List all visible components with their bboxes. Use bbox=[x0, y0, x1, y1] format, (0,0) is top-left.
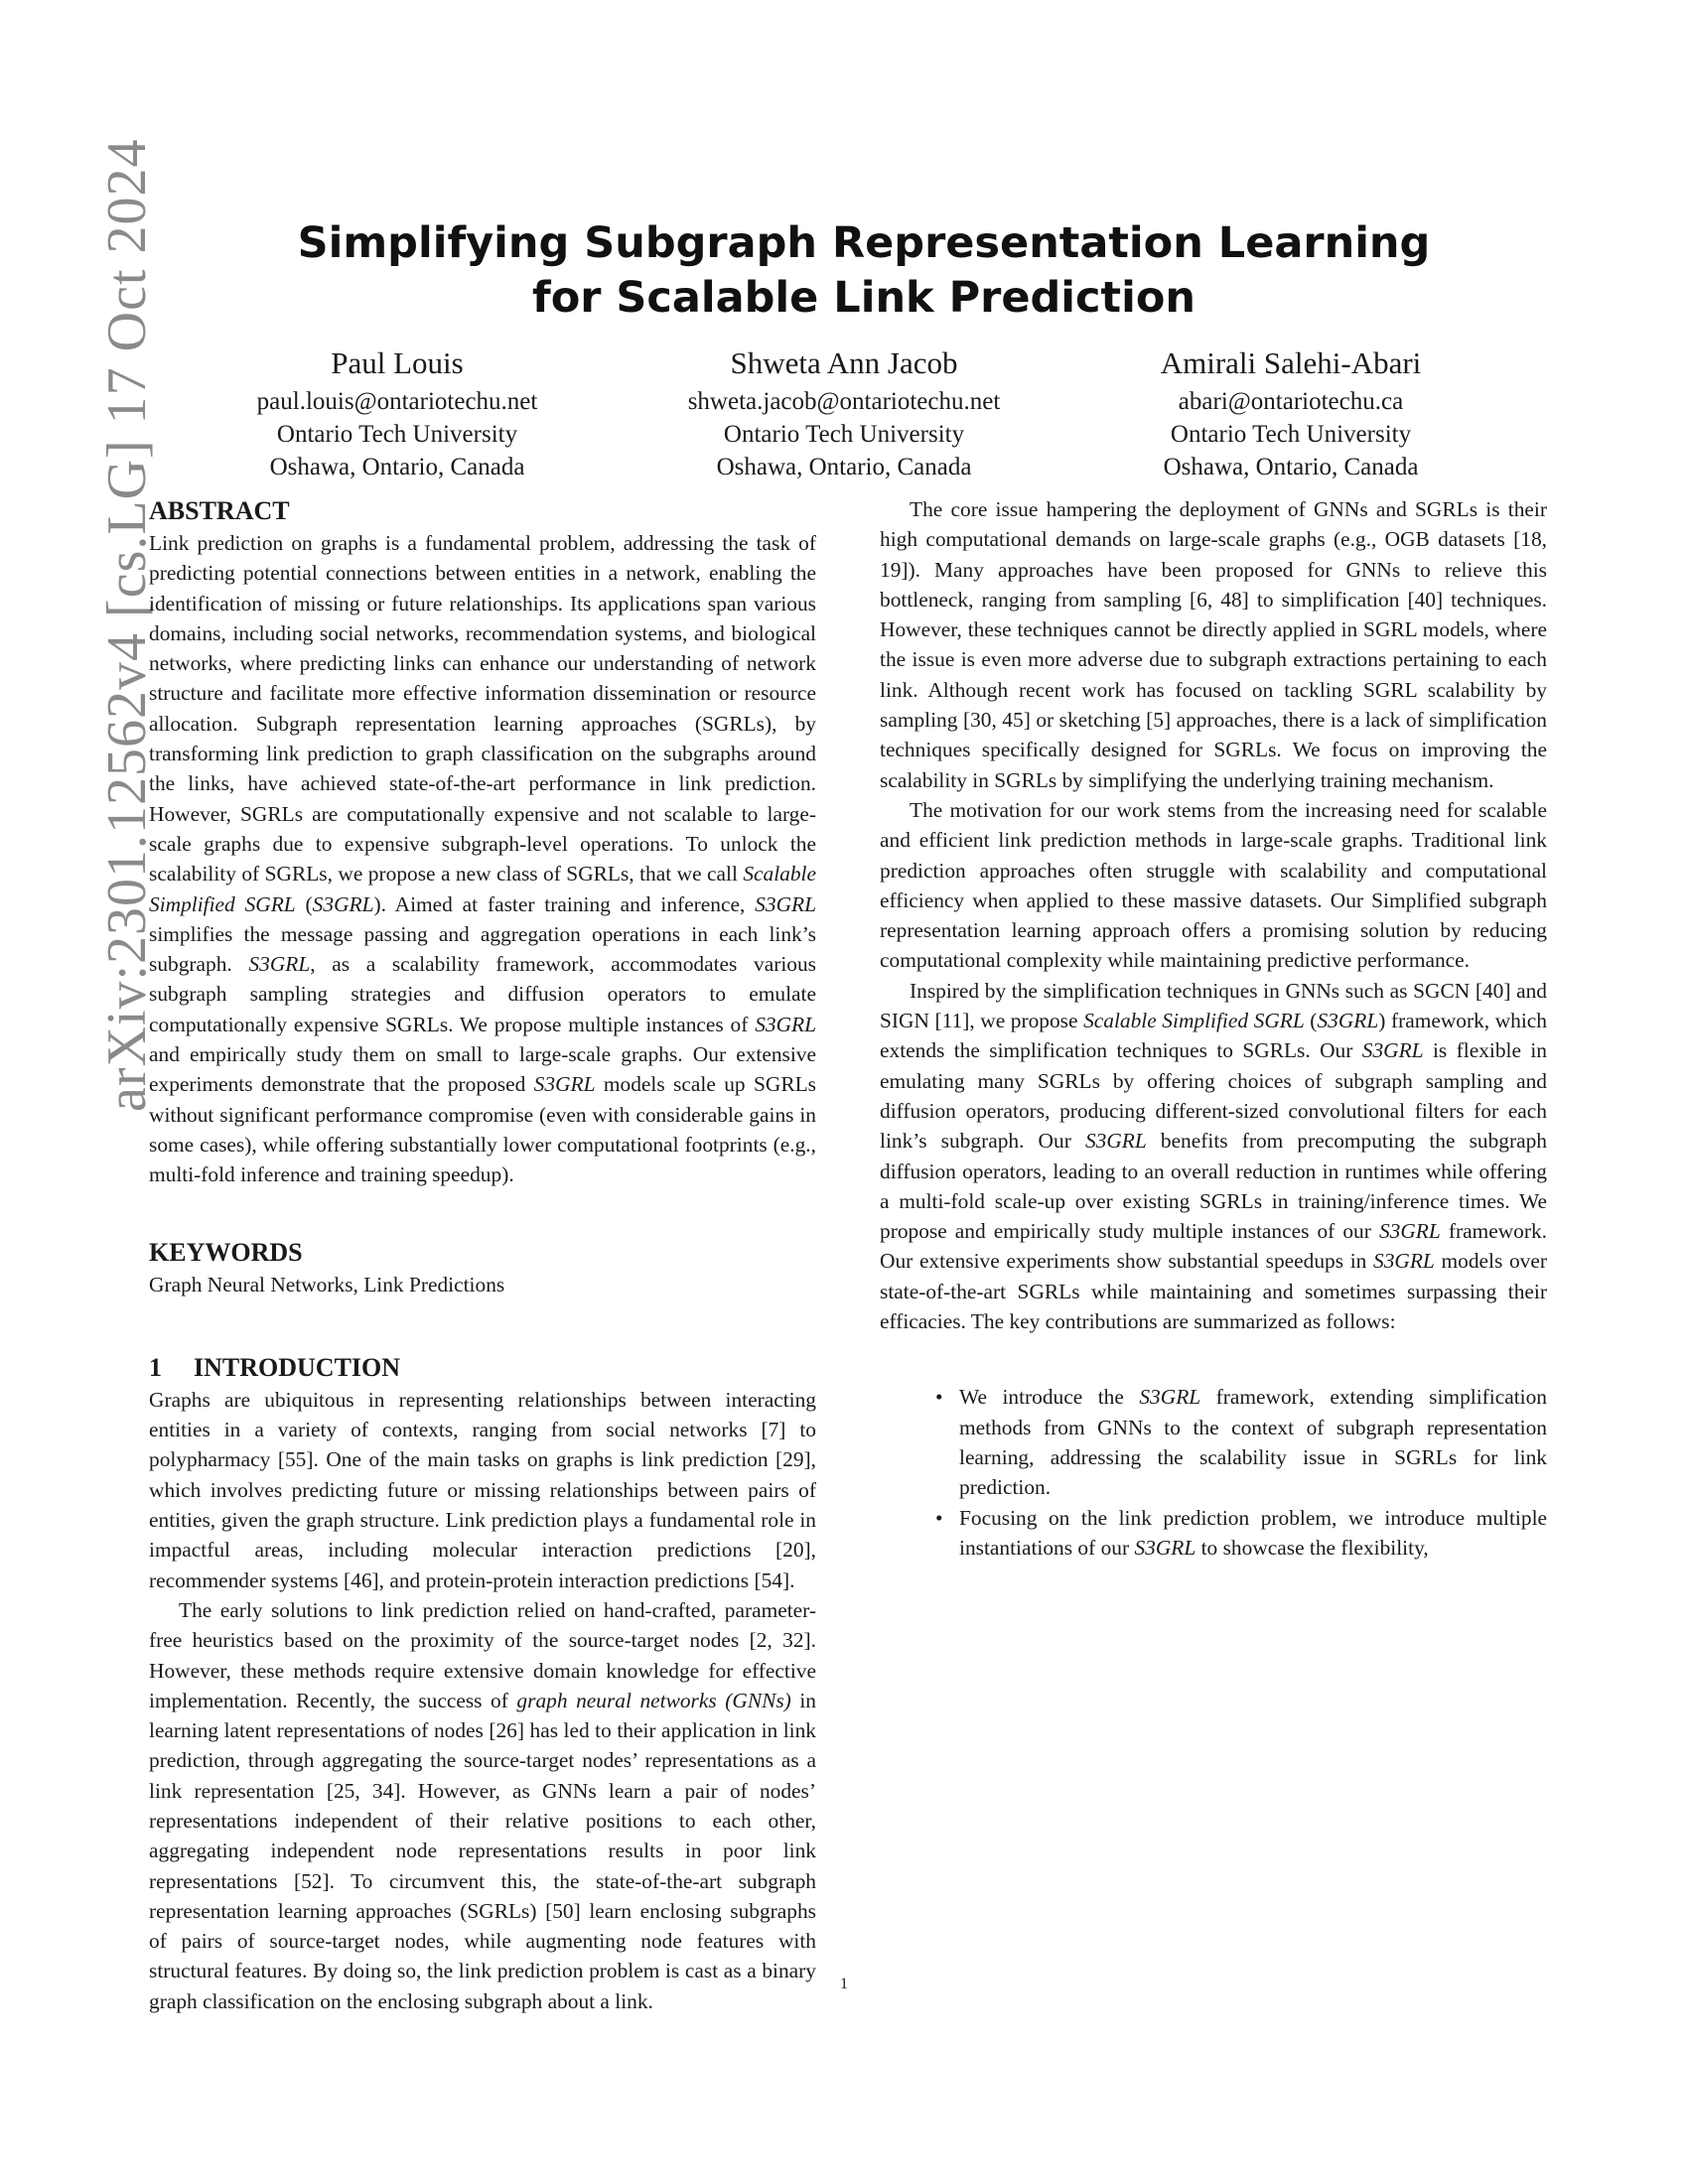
intro-paragraph-2: The early solutions to link prediction relied on hand-crafted, parameter-free heuristics based on the proximity of the source-target nodes [2, 32]. However, these methods require extensive domain knowledge for effective implementation. Recently, the success of graph neural networks (GNNs) in learning latent representations of nodes [26] has led to their application in link prediction, through aggregating the source-target nodes’ representations as a link representation [25, 34]. However, as GNNs learn a pair of nodes’ representations independent of their relative positions to each other, aggregating independent node representations results in poor link representations [52]. To circumvent this, the state-of-the-art subgraph representation learning approaches (SGRLs) [50] learn enclosing subgraphs of pairs of source-target nodes, while augmenting node features with structural features. By doing so, the link prediction problem is cast as a binary graph classification on the enclosing subgraph about a link. bbox=[149, 1597, 816, 2013]
author-block-2 bbox=[626, 343, 1062, 483]
arxiv-stamp: arXiv:2301.12562v4 [cs.LG] 17 Oct 2024 bbox=[96, 138, 158, 1112]
author-affiliation: Ontario Tech University bbox=[276, 421, 518, 448]
keywords-heading: KEYWORDS bbox=[149, 1237, 303, 1267]
author-email[interactable]: abari@ontariotechu.ca bbox=[1178, 388, 1404, 415]
introduction-heading bbox=[149, 1351, 816, 1385]
left-column bbox=[149, 494, 816, 2016]
author-affiliation: Ontario Tech University bbox=[723, 421, 965, 448]
intro-paragraph-4: The motivation for our work stems from the increasing need for scalable and efficient link prediction methods in large-scale graphs. Traditional link prediction approaches often struggle with scalability and computational efficiency when applied to these massive datasets. Our Simplified subgraph representation learning approach offers a promising solution by reducing computational complexity while maintaining predictive performance. bbox=[880, 797, 1547, 973]
right-column bbox=[880, 494, 1547, 1563]
paper-title-line-2: for Scalable Link Prediction bbox=[532, 273, 1196, 323]
intro-paragraph-5: Inspired by the simplification techniques in GNNs such as SGCN [40] and SIGN [11], we propose Scalable Simplified SGRL (S3GRL) framework, which extends the simplification techniques to SGRLs. Our S3GRL is flexible in emulating many SGRLs by offering choices of subgraph sampling and diffusion operators, producing different-sized convolutional filters for each link’s subgraph. Our S3GRL benefits from precomputing the subgraph diffusion operators, leading to an overall reduction in runtimes while offering a multi-fold scale-up over existing SGRLs in training/inference times. We propose and empirically study multiple instances of our S3GRL framework. Our extensive experiments show substantial speedups in S3GRL models over state-of-the-art SGRLs while maintaining and sometimes surpassing their efficacies. The key contributions are summarized as follows: bbox=[880, 978, 1547, 1334]
author-email[interactable]: paul.louis@ontariotechu.net bbox=[256, 388, 538, 415]
abstract-heading: ABSTRACT bbox=[149, 496, 290, 525]
author-location: Oshawa, Ontario, Canada bbox=[716, 454, 972, 480]
author-email[interactable]: shweta.jacob@ontariotechu.net bbox=[687, 388, 1001, 415]
author-name: Shweta Ann Jacob bbox=[730, 345, 958, 380]
author-name: Amirali Salehi-Abari bbox=[1160, 345, 1422, 380]
intro-paragraph-1: Graphs are ubiquitous in representing relationships between interacting entities in a variety of contexts, ranging from social networks [7] to polypharmacy [55]. One of the main tasks on graphs is link prediction [29], which involves predicting future or missing relationships between pairs of entities, given the graph structure. Link prediction plays a fundamental role in impactful areas, including molecular interaction predictions [20], recommender systems [46], and protein-protein interaction predictions [54]. bbox=[149, 1387, 816, 1592]
author-location: Oshawa, Ontario, Canada bbox=[269, 454, 525, 480]
author-block-1 bbox=[179, 343, 616, 483]
author-block-3 bbox=[1072, 343, 1509, 483]
section-title: INTRODUCTION bbox=[194, 1352, 401, 1382]
author-name: Paul Louis bbox=[331, 345, 464, 380]
paper-title-line-1: Simplifying Subgraph Representation Learning bbox=[297, 218, 1431, 268]
list-item: • We introduce the S3GRL framework, extending simplification methods from GNNs to the context of subgraph representation learning, addressing the scalability issue in SGRLs for link prediction. bbox=[959, 1382, 1547, 1502]
keywords-text: Graph Neural Networks, Link Predictions bbox=[149, 1272, 505, 1297]
section-number: 1 bbox=[149, 1352, 162, 1382]
author-affiliation: Ontario Tech University bbox=[1170, 421, 1412, 448]
intro-paragraph-3: The core issue hampering the deployment of GNNs and SGRLs is their high computational demands on large-scale graphs (e.g., OGB datasets [18, 19]). Many approaches have been proposed for GNNs to relieve this bottleneck, ranging from sampling [6, 48] to simplification [40] techniques. However, these techniques cannot be directly applied in SGRL models, where the issue is even more adverse due to subgraph extractions pertaining to each link. Although recent work has focused on tackling SGRL scalability by sampling [30, 45] or sketching [5] approaches, there is a lack of simplification techniques specifically designed for SGRLs. We focus on improving the scalability in SGRLs by simplifying the underlying training mechanism. bbox=[880, 497, 1547, 792]
abstract-paragraph: Link prediction on graphs is a fundamental problem, addressing the task of predicting potential connections between entities in a network, enabling the identification of missing or future relationships. Its applications span various domains, including social networks, recommendation systems, and biological networks, where predicting links can enhance our understanding of network structure and facilitate more effective information dissemination or resource allocation. Subgraph representation learning approaches (SGRLs), by transforming link prediction to graph classification on the subgraphs around the links, have achieved state-of-the-art performance in link prediction. However, SGRLs are computationally expensive and not scalable to large-scale graphs due to expensive subgraph-level operations. To unlock the scalability of SGRLs, we propose a new class of SGRLs, that we call Scalable Simplified SGRL (S3GRL). Aimed at faster training and inference, S3GRL simplifies the message passing and aggregation operations in each link’s subgraph. S3GRL, as a scalability framework, accommodates various subgraph sampling strategies and diffusion operators to emulate computationally expensive SGRLs. We propose multiple instances of S3GRL and empirically study them on small to large-scale graphs. Our extensive experiments demonstrate that the proposed S3GRL models scale up SGRLs without significant performance compromise (even with considerable gains in some cases), while offering substantially lower computational footprints (e.g., multi-fold inference and training speedup). bbox=[149, 531, 816, 1187]
author-location: Oshawa, Ontario, Canada bbox=[1163, 454, 1419, 480]
page-number: 1 bbox=[840, 1976, 848, 1992]
contributions-list bbox=[880, 1382, 1547, 1563]
paper-title bbox=[179, 216, 1549, 326]
list-item: • Focusing on the link prediction problem, we introduce multiple instantiations of our S3GRL to showcase the flexibility, bbox=[959, 1503, 1547, 1564]
